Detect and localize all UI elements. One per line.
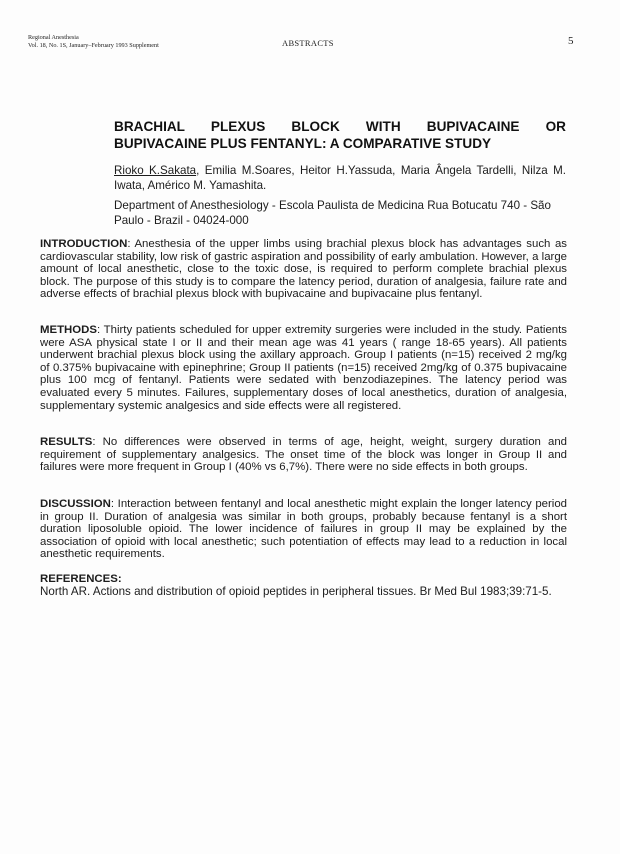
article-title-line-2: BUPIVACAINE PLUS FENTANYL: A COMPARATIVE STUDY (114, 136, 492, 151)
journal-name: Regional Anesthesia (28, 34, 79, 41)
page-number: 5 (568, 35, 574, 47)
introduction-text: : Anesthesia of the upper limbs using brachial plexus block has advantages such as cardiovascular stability, low risk of gastric aspiration and possibility of early ambulation. However, a large amount of local anesthetic, close to the toxic dose, is required to perform complete brachial plexus block. The purpose of this study is to compare the latency period, duration of analgesia, failure rate and adverse effects of brachial plexus block with bupivacaine and bupivacaine plus fentanyl. (40, 238, 567, 301)
discussion-text: : Interaction between fentanyl and local anesthetic might explain the longer latency period in group II. Duration of analgesia was similar in both groups, probably because fentanyl is a short duration liposoluble opioid. The lower incidence of failures in group II may be explained by the association of opioid with local anesthetic; such potentiation of effects may lead to a reduction in local anesthetic requirements. (40, 498, 567, 561)
results-section (40, 436, 567, 474)
results-heading: RESULTS (40, 436, 93, 448)
introduction-heading: INTRODUCTION (40, 238, 128, 250)
article-title (114, 118, 566, 152)
author-list (114, 163, 566, 193)
discussion-section (40, 498, 567, 561)
references-heading: REFERENCES: (40, 573, 122, 585)
discussion-heading: DISCUSSION (40, 498, 111, 510)
running-head: ABSTRACTS (282, 38, 334, 48)
methods-heading: METHODS (40, 324, 97, 336)
co-authors: , Emilia M.Soares, Heitor H.Yassuda, Maria Ângela Tardelli, Nilza M. Iwata, Américo M. Yamashita. (114, 164, 566, 192)
methods-section (40, 324, 567, 412)
affiliation: Department of Anesthesiology - Escola Paulista de Medicina Rua Botucatu 740 - São Paulo - Brazil - 04024-000 (114, 199, 551, 227)
journal-citation (28, 34, 159, 50)
introduction-section (40, 238, 567, 301)
results-text: : No differences were observed in terms of age, height, weight, surgery duration and requirement of supplementary analgesics. The onset time of the block was longer in Group II and failures were more frequent in Group I (40% vs 6,7%). There were no side effects in both groups. (40, 436, 567, 474)
presenting-author: Rioko K.Sakata (114, 164, 197, 177)
reference-entry: North AR. Actions and distribution of opioid peptides in peripheral tissues. Br Med Bul 1983;39:71-5. (40, 585, 552, 598)
methods-text: : Thirty patients scheduled for upper extremity surgeries were included in the study. Patients were ASA physical state I or II and their mean age was 41 years ( range 18-65 years). All patients underwent brachial plexus block using the axillary approach. Group I patients (n=15) received 2 mg/kg of 0.375% bupivacaine with epinephrine; Group II patients (n=15) received 2mg/kg of 0.375 bupivacaine plus 100 mcg of fentanyl. Patients were sedated with benzodiazepines. The latency period was evaluated every 5 minutes. Failures, supplementary doses of local anesthetics, duration of analgesia, supplementary systemic analgesics and side effects were all registered. (40, 324, 567, 412)
journal-volume: Vol. 18, No. 1S, January–February 1993 Supplement (28, 42, 159, 49)
article-title-line-1: BRACHIAL PLEXUS BLOCK WITH BUPIVACAINE OR (114, 119, 566, 134)
